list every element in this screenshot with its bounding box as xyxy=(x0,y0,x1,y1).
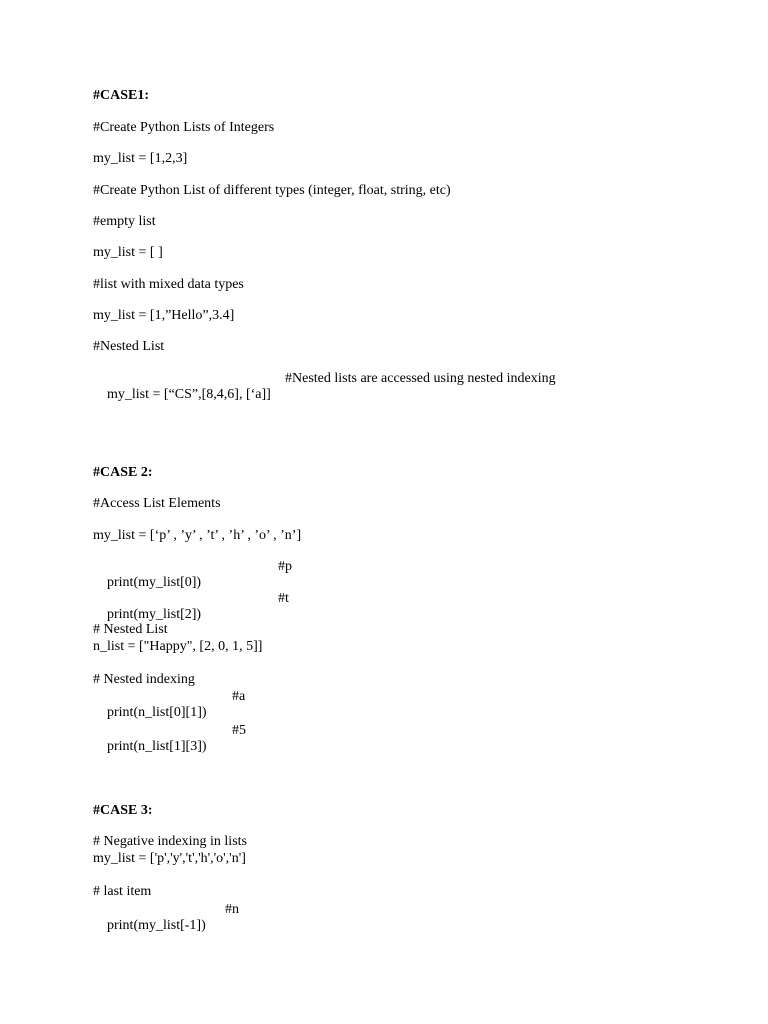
case1-empty-list-code: my_list = [ ] xyxy=(93,245,163,260)
case2-print-n13-code: print(n_list[1][3]) xyxy=(107,739,207,754)
case3-heading: #CASE 3: xyxy=(93,803,153,818)
case1-heading: #CASE1: xyxy=(93,88,150,103)
case1-different-types-comment: #Create Python List of different types (integer, float, string, etc) xyxy=(93,183,451,198)
case1-empty-list-comment: #empty list xyxy=(93,214,156,229)
case3-last-item-comment: # last item xyxy=(93,884,152,899)
case2-print0-line xyxy=(93,559,292,590)
case2-print2-line xyxy=(93,591,289,622)
case2-print-n13-comment: #5 xyxy=(232,723,246,738)
case2-nested-indexing-comment: # Nested indexing xyxy=(93,672,195,687)
case1-mixed-list-code: my_list = [1,”Hello”,3.4] xyxy=(93,308,235,323)
case2-list-def: my_list = [‘p’ , ’y’ , ’t’ , ’h’ , ’o’ , ’n’] xyxy=(93,528,302,543)
case2-print-n01-comment: #a xyxy=(232,689,246,704)
case1-nested-list-comment: #Nested List xyxy=(93,339,165,354)
case1-create-integers-comment: #Create Python Lists of Integers xyxy=(93,120,275,135)
case2-print0-code: print(my_list[0]) xyxy=(107,575,202,590)
case2-print-n01-line xyxy=(93,689,246,720)
case1-int-list-code: my_list = [1,2,3] xyxy=(93,151,188,166)
case2-print2-code: print(my_list[2]) xyxy=(107,607,202,622)
case3-list-def: my_list = ['p','y','t','h','o','n'] xyxy=(93,851,246,866)
case3-print-comment: #n xyxy=(225,902,239,917)
case1-mixed-types-comment: #list with mixed data types xyxy=(93,277,244,292)
case2-n-list-def: n_list = ["Happy", [2, 0, 1, 5]] xyxy=(93,639,263,654)
case3-negative-indexing-comment: # Negative indexing in lists xyxy=(93,834,247,849)
case2-print-n13-line xyxy=(93,723,246,754)
case2-heading: #CASE 2: xyxy=(93,465,153,480)
case3-print-code: print(my_list[-1]) xyxy=(107,918,206,933)
case1-nested-list-note: #Nested lists are accessed using nested indexing xyxy=(285,371,556,386)
case2-print-n01-code: print(n_list[0][1]) xyxy=(107,705,207,720)
case1-nested-list-code: my_list = [“CS”,[8,4,6], [‘a]] xyxy=(107,387,271,402)
case3-print-line xyxy=(93,902,239,933)
case2-access-comment: #Access List Elements xyxy=(93,496,221,511)
case1-nested-list-line xyxy=(93,371,556,402)
case2-print2-comment: #t xyxy=(278,591,289,606)
case2-nested-list-comment: # Nested List xyxy=(93,622,168,637)
case2-print0-comment: #p xyxy=(278,559,292,574)
